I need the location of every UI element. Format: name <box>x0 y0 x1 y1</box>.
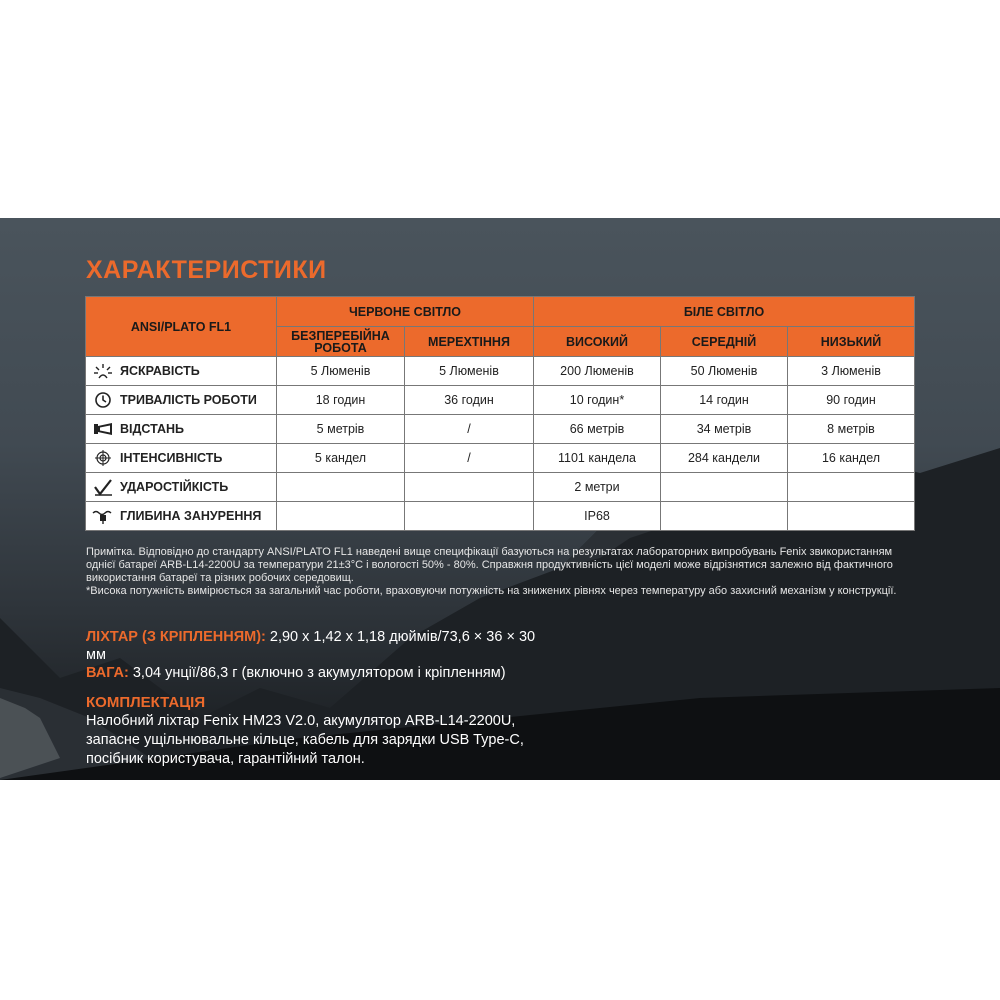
note-footnote: *Висока потужність вимірюється за загальний час роботи, враховуючи потужність на знижених рівнях через температуру або захисний механізм у конструкції. <box>86 585 897 597</box>
weight-line <box>86 664 556 682</box>
table-cell: 200 Люменів <box>534 357 661 386</box>
table-cell: 34 метрів <box>661 415 788 444</box>
standard-header: ANSI/PLATO FL1 <box>86 297 277 357</box>
table-row-runtime <box>86 386 915 415</box>
dimensions-label: ЛІХТАР (З КРІПЛЕННЯМ): <box>86 629 266 645</box>
row-label: ВІДСТАНЬ <box>120 422 185 436</box>
table-cell: IP68 <box>534 502 661 531</box>
note-text: Примітка. Відповідно до стандарту ANSI/PLATO FL1 наведені вище специфікації базуються на результатах лабораторних випробувань Fenix звикористанням однієї батареї ARB-L14-2200U за температури 21±3°C і вологості 50% - 80%. Справжня продуктивність цієї моделі може відрізнятися залежно від фактичного використання батареї та різних робочих середовищ. <box>86 546 893 584</box>
weight-label: ВАГА: <box>86 665 129 681</box>
table-cell: 284 кандели <box>661 444 788 473</box>
table-row-impact <box>86 473 915 502</box>
dimensions-line <box>86 628 556 664</box>
mode-red-flash: МЕРЕХТІННЯ <box>405 327 534 357</box>
table-cell: 10 годин* <box>534 386 661 415</box>
row-label: УДАРОСТІЙКІСТЬ <box>120 480 229 494</box>
table-cell: 5 Люменів <box>405 357 534 386</box>
page-title: ХАРАКТЕРИСТИКИ <box>86 256 327 284</box>
weight-value: 3,04 унції/86,3 г (включно з акумулятором і кріпленням) <box>132 665 506 681</box>
white-light-header: БІЛЕ СВІТЛО <box>534 297 915 327</box>
red-light-header: ЧЕРВОНЕ СВІТЛО <box>277 297 534 327</box>
package-text: Налобний ліхтар Fenix HM23 V2.0, акумулятор ARB-L14-2200U, запасне ущільнювальне кільце, кабель для зарядки USB Type-C, посібник користувача, гарантійний талон. <box>86 713 524 767</box>
brightness-icon <box>92 362 114 380</box>
table-row-distance <box>86 415 915 444</box>
intensity-icon <box>92 449 114 467</box>
table-cell <box>277 473 405 502</box>
table-cell <box>788 502 915 531</box>
table-cell <box>277 502 405 531</box>
mode-mid: СЕРЕДНІЙ <box>661 327 788 357</box>
table-cell: 5 Люменів <box>277 357 405 386</box>
row-label: ГЛИБИНА ЗАНУРЕННЯ <box>120 509 262 523</box>
table-cell: 3 Люменів <box>788 357 915 386</box>
spec-table <box>85 296 915 531</box>
submersion-icon <box>92 507 114 525</box>
table-cell: 50 Люменів <box>661 357 788 386</box>
table-cell: / <box>405 415 534 444</box>
table-cell: 36 годин <box>405 386 534 415</box>
table-cell: 5 кандел <box>277 444 405 473</box>
row-label: ЯСКРАВІСТЬ <box>120 364 200 378</box>
table-cell: / <box>405 444 534 473</box>
beam-distance-icon <box>92 420 114 438</box>
table-cell: 2 метри <box>534 473 661 502</box>
table-row-brightness <box>86 357 915 386</box>
table-cell: 8 метрів <box>788 415 915 444</box>
table-cell: 14 годин <box>661 386 788 415</box>
table-cell: 90 годин <box>788 386 915 415</box>
table-cell: 66 метрів <box>534 415 661 444</box>
clock-icon <box>92 391 114 409</box>
table-cell: 18 годин <box>277 386 405 415</box>
table-cell <box>405 502 534 531</box>
impact-icon <box>92 478 114 496</box>
mode-high: ВИСОКИЙ <box>534 327 661 357</box>
table-cell <box>788 473 915 502</box>
table-cell: 5 метрів <box>277 415 405 444</box>
table-cell <box>405 473 534 502</box>
table-cell <box>661 502 788 531</box>
row-label: ТРИВАЛІСТЬ РОБОТИ <box>120 393 257 407</box>
spec-note <box>86 546 916 598</box>
table-cell: 16 кандел <box>788 444 915 473</box>
mode-low: НИЗЬКИЙ <box>788 327 915 357</box>
dimensions-value: 2,90 x 1,42 x 1,18 дюймів/73,6 × 36 × 30 мм <box>86 629 536 663</box>
row-label: ІНТЕНСИВНІСТЬ <box>120 451 223 465</box>
table-row-intensity <box>86 444 915 473</box>
package-title: КОМПЛЕКТАЦІЯ <box>86 694 206 711</box>
spec-banner <box>0 218 1000 780</box>
mode-red-continuous: БЕЗПЕРЕБІЙНА РОБОТА <box>277 327 405 357</box>
table-row-submersion <box>86 502 915 531</box>
table-cell <box>661 473 788 502</box>
table-cell: 1101 кандела <box>534 444 661 473</box>
